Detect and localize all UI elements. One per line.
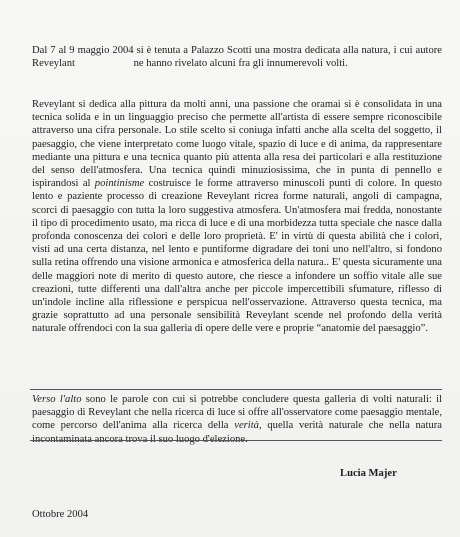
author-signature: Lucia Majer [340,468,397,479]
emphasis-pointinisme: pointinisme [94,178,145,190]
intro-text-after: ne hanno rivelato alcuni fra gli innumerevoli volti. [133,58,348,70]
emphasis-verita: verità [234,420,259,432]
body-text-part2: costruisce le forme attraverso minuscoli punti di colore. In questo lento e paziente processo di creazione Reveylant ricrea forme naturali, angoli di campagna, scorci di paesaggio con tutta la loro suggestiva atmosfera. Un'atmosfera mai fredda, nonostante il tipo di procedimento usato, ma ricca di luce e di una morbidezza tutta speciale che nasce dalla profonda conoscenza dei colori e delle loro proprietà. E' in virtù di questa abilità che i colori, visti ad una certa distanza, nel lento e puntiforme digradare dei toni uno nell'altro, si fondono sulla retina offrendo una visione armonica e atmosferica della natura.. E' questa sicuramente una delle maggiori note di merito di questo autore, che riesce a infondere un soffio vitale alle sue creazioni, tutte differenti una dall'altra anche per piccole impercettibili sfumature, riflesso di un'indole incline alla riflessione e perspicua nell'osservazione. Attraverso questa tecnica, ma grazie soprattutto ad una personale sensibilità Reveylant scende nel profondo della verità naturale offrendoci con la sua galleria di opere delle vere e proprie “anatomie del paesaggio”. [32,178,442,335]
rule-top [30,389,442,390]
body-text-part1: Reveylant si dedica alla pittura da molti anni, una passione che oramai si è consolidata in una tecnica solida e in un linguaggio preciso che permette all'artista di essere sempre riconoscibile attraverso una cifra personale. Lo stile scelto si coniuga infatti anche alla scelta del soggetto, il paesaggio, che viene interpretato come luogo vitale, spazio di luce e di anima, da rappresentare mediante una pittura e una tecnica quanto più attenta alla resa dei particolari e alla restituzione del senso dell'atmosfera. Una tecnica quindi minuziosissima, che in punta di pennello e ispirandosi al [32,99,442,190]
closing-text-part2: , quella verità naturale che nella natura [258,420,442,432]
body-paragraph [32,98,442,336]
rule-bottom [30,440,442,441]
intro-text-before: Dal 7 al 9 maggio 2004 si è tenuta a Palazzo Scotti una mostra dedicata alla natura, i cui autore Reveylant [32,45,442,70]
document-date: Ottobre 2004 [32,509,89,520]
intro-paragraph [32,44,442,70]
closing-text-part1: sono le parole con cui si potrebbe concludere questa galleria di volti naturali: il paesaggio di Reveylant che nella ricerca di luce si offre all'osservatore come paesaggio mentale, come percorso dell'anima alla ricerca della [32,394,442,432]
closing-paragraph [32,393,442,446]
emphasis-verso-l-alto: Verso l'alto [32,394,82,405]
